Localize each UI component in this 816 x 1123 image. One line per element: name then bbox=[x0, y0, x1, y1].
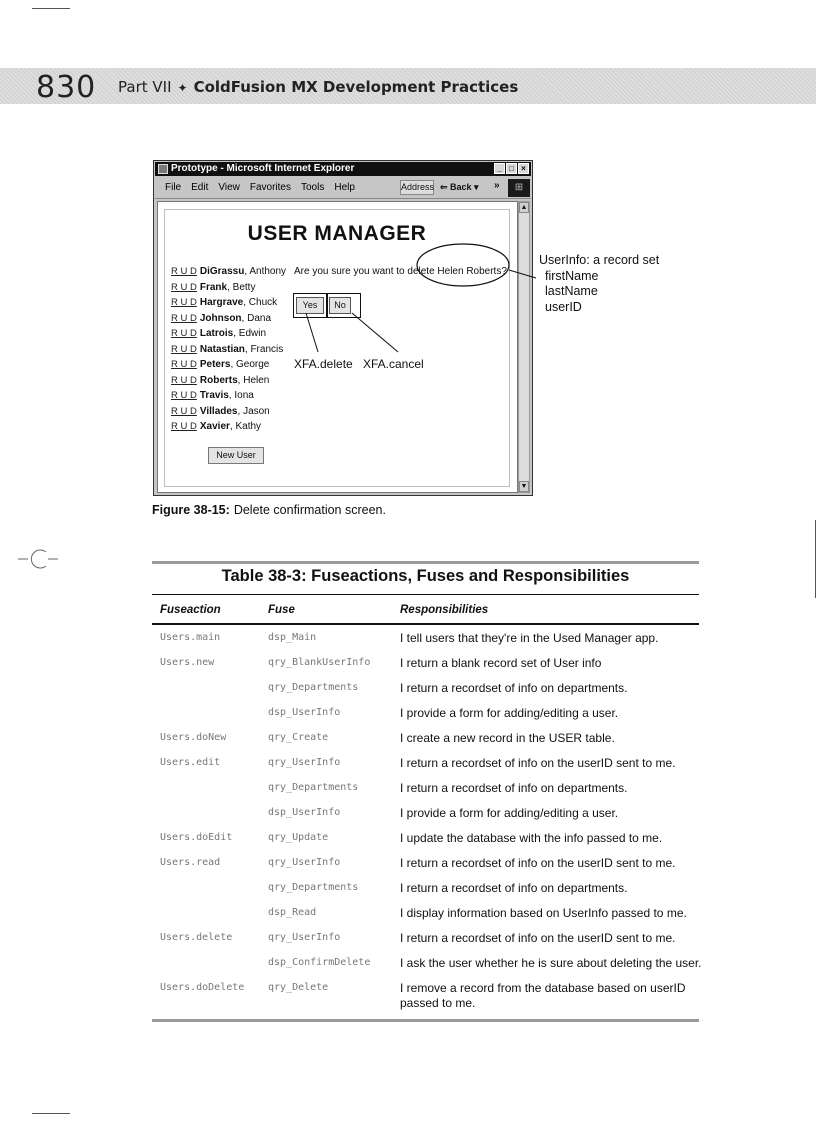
rud-links[interactable]: R U D bbox=[171, 343, 197, 355]
user-row: R U D Johnson, Dana bbox=[171, 312, 272, 324]
scroll-up-icon[interactable]: ▲ bbox=[520, 204, 528, 211]
menu-file[interactable]: File bbox=[165, 182, 182, 193]
minimize-icon[interactable]: _ bbox=[494, 163, 505, 174]
figure-label: Figure 38-15: bbox=[152, 503, 230, 517]
rud-links[interactable]: R U D bbox=[171, 359, 197, 370]
user-row: R U D Frank, Betty bbox=[171, 281, 256, 293]
callout-ellipse bbox=[417, 244, 509, 286]
menu-tools[interactable]: Tools bbox=[300, 182, 325, 193]
user-row: R U D Villades, Jason bbox=[171, 405, 270, 417]
rud-links[interactable]: R U D bbox=[171, 297, 197, 308]
user-row: R U D Xavier, Kathy bbox=[171, 421, 262, 432]
column-header-responsibilities: Responsibilities bbox=[400, 604, 489, 616]
xfa-delete-label: XFA.delete bbox=[294, 357, 353, 371]
user-row: R U D Travis, Iona bbox=[171, 390, 254, 401]
callout-line-cancel bbox=[352, 313, 398, 352]
menu-view[interactable]: View bbox=[218, 182, 240, 193]
confirm-delete-message: Are you sure you want to delete Helen Roberts? bbox=[294, 266, 507, 277]
user-row: R U D Peters, George bbox=[171, 359, 270, 370]
table-title: Table 38-3: Fuseactions, Fuses and Responsibilities bbox=[221, 567, 630, 585]
userinfo-field: firstName bbox=[545, 268, 599, 283]
table-title-rule bbox=[152, 594, 699, 595]
menu-favorites[interactable]: Favorites bbox=[249, 182, 291, 193]
window-title: Prototype - Microsoft Internet Explorer bbox=[171, 163, 355, 174]
table-bottom-rule bbox=[152, 1019, 699, 1022]
column-header-fuse: Fuse bbox=[268, 604, 295, 616]
rud-links[interactable]: R U D bbox=[171, 328, 197, 339]
page-number: 830 bbox=[36, 70, 97, 105]
toolbar-overflow-icon[interactable]: » bbox=[494, 180, 500, 191]
user-row: R U D Hargrave, Chuck bbox=[171, 297, 278, 308]
callout-line-userinfo bbox=[509, 270, 536, 278]
userinfo-callout bbox=[539, 253, 659, 315]
windows-logo-icon: ⊞ bbox=[508, 179, 530, 197]
userinfo-title: UserInfo: a record set bbox=[539, 253, 660, 267]
user-row: R U D Roberts, Helen bbox=[171, 374, 270, 386]
app-title: USER MANAGER bbox=[247, 222, 427, 245]
no-button[interactable]: No bbox=[329, 297, 351, 314]
callout-lines bbox=[0, 0, 816, 560]
figure-caption bbox=[152, 503, 386, 517]
rud-links[interactable]: R U D bbox=[171, 390, 197, 401]
address-button[interactable]: Address bbox=[400, 180, 434, 195]
user-row: R U D Latrois, Edwin bbox=[171, 328, 267, 339]
table-top-rule bbox=[152, 561, 699, 564]
column-header-fuseaction: Fuseaction bbox=[160, 604, 221, 616]
user-row: R U D Natastian, Francis bbox=[171, 343, 284, 355]
part-label: Part VII bbox=[118, 78, 172, 96]
xfa-cancel-label: XFA.cancel bbox=[363, 357, 424, 371]
menu-edit[interactable]: Edit bbox=[191, 182, 209, 193]
user-row: R U D DiGrassu, Anthony bbox=[171, 266, 287, 277]
userinfo-field: userID bbox=[545, 299, 582, 314]
diamond-icon: ✦ bbox=[177, 81, 188, 95]
back-button[interactable]: ⇐ Back ▾ bbox=[440, 182, 479, 192]
rud-links[interactable]: R U D bbox=[171, 266, 197, 277]
scroll-down-icon[interactable]: ▼ bbox=[520, 483, 528, 490]
book-title: ColdFusion MX Development Practices bbox=[193, 78, 519, 96]
figure-caption-text: Delete confirmation screen. bbox=[233, 503, 386, 517]
maximize-icon[interactable]: □ bbox=[506, 163, 517, 174]
table-header-rule bbox=[152, 623, 699, 625]
rud-links[interactable]: R U D bbox=[171, 281, 197, 293]
rud-links[interactable]: R U D bbox=[171, 374, 197, 386]
callout-line-delete bbox=[306, 313, 318, 352]
crop-mark-bottom bbox=[32, 1113, 70, 1114]
yes-button[interactable]: Yes bbox=[296, 297, 324, 314]
rud-links[interactable]: R U D bbox=[171, 312, 197, 324]
menu-help[interactable]: Help bbox=[334, 182, 355, 193]
new-user-button[interactable]: New User bbox=[208, 447, 264, 464]
close-icon[interactable]: × bbox=[518, 163, 529, 174]
userinfo-field: lastName bbox=[545, 284, 598, 298]
rud-links[interactable]: R U D bbox=[171, 421, 197, 432]
rud-links[interactable]: R U D bbox=[171, 405, 197, 417]
